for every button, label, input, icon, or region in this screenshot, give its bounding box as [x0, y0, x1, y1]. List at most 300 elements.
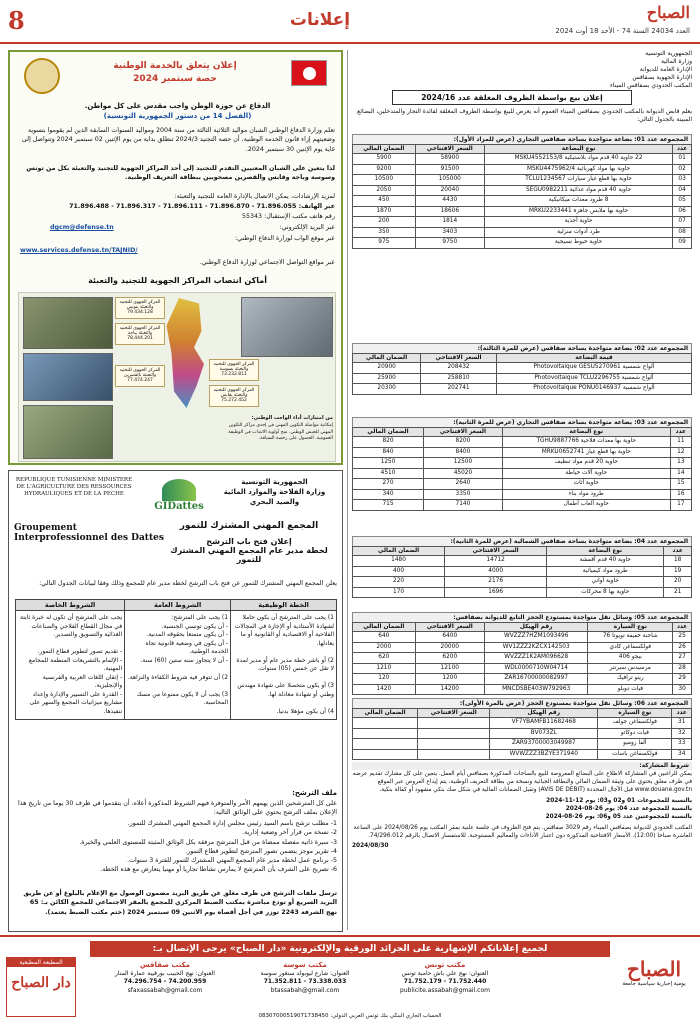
table-cell: ألواح شمسية Photovoltaique TCLU2296755: [496, 373, 691, 384]
table-cell: فيات دوبلو: [588, 684, 673, 695]
table-row: [353, 566, 692, 577]
table-cell: فولكسفاغن كادي: [588, 642, 673, 653]
column-header: السعر الافتتاحي: [415, 145, 484, 154]
table-cell: حاوية 20 قدم مواد تنظيف: [502, 458, 670, 469]
table-header-row: [353, 547, 692, 556]
table-cell: فيات دوكاتو: [598, 728, 672, 739]
table-row: [353, 489, 692, 500]
table-row: [353, 749, 692, 760]
table-cell: شاحنة خفيفة تويوتا 76: [588, 632, 673, 643]
table-cell: 07: [673, 217, 692, 228]
table-row: [353, 587, 692, 598]
table-cell: 02: [673, 164, 692, 175]
gid-intro: يعلن المجمع المهني المشترك للتمور عن فتح باب الترشح لخطة مدير عام للمجمع وذلك وفقا لبيانات الجدول التالي:: [39, 580, 337, 587]
group-5-table: [352, 622, 692, 695]
ad-info-title: لمزيد الإرشادات، يمكن الاتصال بالإدارة العامة للتجنيد والتعبئة:: [174, 193, 335, 200]
table-cell: 6200: [415, 653, 484, 664]
table-row: [353, 384, 692, 395]
advertising-banner: لجميع إعلاناتكم الإشهارية على الجرائد الورقية والإلكترونية «دار الصباح» يرجى الإتصال بـ:: [90, 941, 610, 957]
table-header: الشروط الخاصة: [16, 600, 125, 611]
table-cell: 220: [353, 577, 445, 588]
conditions-body: يمكن للراغبين في المشاركة الاطلاع على البضائع المعروضة للبيع بالساحات المذكورة بصفاقس أيام العمل. يتعين على كل مشارك تقديم عرضه في ظرف مغلق يحتوي على وثيقة الضمان المالي والبطاقة الجبائية ونسخة من بطاقة التعريف الوطنية. يتم إيداع العروض عبر الموقع www.douane.gov.tn قبل الآجال المحددة (AVIS DE DEBIT) وتقبل الضمانات المالية في شكل صك بنكي مشهود أو كفالة بنكية.: [352, 771, 692, 793]
table-cell: حاوية بها ملابس جاهزة MRKU2233441: [484, 206, 672, 217]
tunisia-flag-icon: [291, 60, 327, 86]
table-cell: 12500: [424, 458, 503, 469]
table-cell: 1200: [415, 674, 484, 685]
ad-web-label: عبر موقع الواب لوزارة الدفاع الوطني:: [235, 235, 335, 242]
soldiers-photo: [23, 297, 113, 349]
table-cell: 10500: [353, 175, 416, 186]
column-header: السعر الافتتاحي: [424, 428, 503, 437]
ad-email-label: عبر البريد الإلكتروني:: [279, 224, 335, 231]
table-header: الشروط العامة: [125, 600, 231, 611]
table-cell: 20: [664, 577, 692, 588]
table-cell: [418, 728, 490, 739]
column-header: عدد: [673, 623, 692, 632]
position-requirements: 1) يجب على المترشح أن يكون حاملا لشهادة الأستاذية أو الإجازة في المجالات الفلاحية أو الاقتصادية أو القانونية أو ما يعادلها. 2) أو باشر خطة مدير عام أو مدير لمدة لا تقل عن خمس (05) سنوات. 3) أو يكون متحصلا على شهادة مهندس وطني أو شهادة معادلة لها. 4) أن يكون مؤهلا بدنيا.: [231, 611, 337, 720]
submission-deadline: ترسل ملفات الترشح في ظرف مغلق عن طريق البريد مضمون الوصول مع الإعلام بالبلوغ أو عن طريق البريد السريع أو تودع مباشرة بمكتب الضبط المركزي للمجمع بالمقر الاجتماعي للمجمع الكائن بـ: 65 نهج الشرفة 2243 توزر في أجل أقصاه يوم الاثنين 09 سبتمبر 2024 (ختم مكتب الضبط يعتمد).: [23, 890, 337, 916]
group-name-ar: المجمع المهني المشترك للتمور: [179, 521, 319, 531]
office-name: مكتب صفاقس: [139, 961, 191, 969]
office-name: مكتب تونس: [424, 961, 466, 969]
group-1-label: المجموعة عدد 01: بضاعة متواجدة بساحة صفاقس التجاري (عرض للمزاد الأول):: [352, 134, 692, 145]
table-cell: 12: [670, 447, 691, 458]
table-cell: 25: [673, 632, 692, 643]
table-cell: 33: [672, 739, 692, 750]
republic-label: الجمهورية التونسية: [241, 478, 308, 486]
table-cell: WVZZZ7HZM1093496: [484, 632, 587, 643]
table-cell: 58900: [415, 154, 484, 165]
column-header: الضمان المالي: [353, 623, 416, 632]
closing-text: المكتب الحدودي للديوانة بصفاقس الميناء رقم 3029 صفاقس. يتم فتح الظروف في جلسة علنية بمقر المكتب يوم 2024/08/26 على الساعة العاشرة صباحا (12:00). الأسعار الافتتاحية المذكورة دون اعتبار الأداءات والمعاليم المستوجبة. للاستفسار الاتصال بالرقم 74/296.012.: [353, 825, 692, 839]
table-row: [353, 479, 692, 490]
office-phone: 71.752.440 - 71.752.179: [403, 978, 487, 985]
region-center: المركز الجهوي للتجنيد والتعبئة بالقصرين 77.474.247: [115, 365, 165, 387]
table-cell: 20900: [353, 363, 421, 374]
office-name: مكتب سوسة: [283, 961, 327, 969]
table-row: [353, 653, 692, 664]
region-center: المركز الجهوي للتجنيد والتعبئة بتونس 79.434.128: [115, 297, 165, 319]
map-title: أماكن انتصاب المراكز الجهوية للتجنيد والتعبئة: [88, 276, 267, 285]
header-line: الإدارة العامة للديوانة: [639, 66, 692, 73]
table-cell: 5900: [353, 154, 416, 165]
table-cell: 13: [670, 458, 691, 469]
table-cell: 19: [664, 566, 692, 577]
header-line: الإدارة الجهوية بصفاقس: [632, 74, 692, 81]
table-cell: مرسيدس سبرنتر: [588, 663, 673, 674]
table-cell: 11: [670, 437, 691, 448]
table-cell: طرود مواد كيميائية: [547, 566, 664, 577]
gidattes-logo-text: GIDattes: [154, 501, 204, 512]
ad-email-link[interactable]: dgcm@defense.tn: [50, 224, 114, 231]
table-cell: طرود مواد بناء: [502, 489, 670, 500]
column-header: الضمان المالي: [353, 354, 421, 363]
general-requirements: 1) يجب على المترشح: - أن يكون تونسي الجنسية. - أن يكون متمتعا بحقوقه المدنية. - أن يكون في وضعية قانونية تجاه الخدمة الوطنية. - أن لا يتجاوز سنه ستين (60) سنة. 2) أن تتوفر فيه شروط الكفاءة والنزاهة. 3) يجب أن لا يكون ممنوعا من مسك المحاسبة.: [125, 611, 231, 720]
table-row: [353, 500, 692, 511]
ad-subtitle-session: حصة سبتمبر 2024: [133, 74, 217, 84]
table-cell: 208432: [421, 363, 497, 374]
table-cell: 20000: [415, 642, 484, 653]
list-item: 6- تصريح على الشرف بأن المترشح لا يمارس نشاطا تجاريا أو مهنيا يتعارض مع هذه الخطة.: [100, 866, 337, 874]
group-2-table: [352, 353, 692, 395]
footer-masthead: [614, 957, 694, 987]
table-cell: حاوية ألعاب أطفال: [502, 500, 670, 511]
office-phone: 74.200.959 - 74.296.754: [123, 978, 207, 985]
table-cell: 15: [670, 479, 691, 490]
table-row: [353, 206, 692, 217]
office-email[interactable]: btassabah@gmail.com: [270, 986, 340, 994]
navy-photo: [23, 353, 113, 401]
table-row: [353, 663, 692, 674]
table-cell: 16: [670, 489, 691, 500]
table-row: [353, 175, 692, 186]
office-address: العنوان: نهج الحبيب بورقيبة عمارة المنار: [115, 969, 215, 977]
ministry-label: وزارة الفلاحة والموارد المائية والصيد البحري: [223, 488, 326, 506]
table-cell: 04: [673, 185, 692, 196]
table-cell: 975: [353, 238, 416, 249]
ministry-header-fr: REPUBLIQUE TUNISIENNE MINISTERE DE L'AGRICULTURE DES RESSOURCES HYDRAULIQUES ET DE LA PECHE: [15, 477, 133, 497]
group-6-table: [352, 708, 692, 760]
table-cell: 34: [672, 749, 692, 760]
table-cell: 2176: [445, 577, 547, 588]
table-cell: حاوية بها قطع غيار سيارات TCLU1234567: [484, 175, 672, 186]
list-item: 3- سيرة ذاتية مفصلة ممضاة من قبل المترشح مرفقة بكل الوثائق المثبتة للمستوى العلمي والخبرة.: [79, 838, 337, 846]
page-footer: [0, 935, 700, 1021]
table-cell: 715: [353, 500, 424, 511]
table-cell: 1480: [353, 556, 445, 567]
table-row: [353, 196, 692, 207]
table-cell: 2000: [353, 642, 416, 653]
table-cell: 12100: [415, 663, 484, 674]
table-header: الخطة الوظيفية: [231, 600, 337, 611]
table-cell: 26: [673, 642, 692, 653]
group-2-label: المجموعة عدد 02: بضاعة متواجدة بساحة صفاقس (عرض للمرة الثالثة):: [352, 343, 692, 354]
table-cell: 170: [353, 587, 445, 598]
page-header: [0, 0, 700, 44]
palm-logo-icon: [162, 479, 196, 501]
table-cell: 640: [353, 632, 416, 643]
region-center: المركز الجهوي للتجنيد والتعبئة بباجة 78.444.201: [115, 323, 165, 345]
table-cell: ZAR16700000082997: [484, 674, 587, 685]
table-cell: 14: [670, 468, 691, 479]
deadline-point: بالنسبة للمجموعة عدد 04: يوم 26-08-2024: [565, 806, 692, 812]
table-row: [353, 556, 692, 567]
table-cell: حاوية بها قطع غيار MRKU0652741: [502, 447, 670, 458]
ministry-emblem-icon: [24, 58, 60, 94]
table-cell: 4510: [353, 468, 424, 479]
table-row: [353, 217, 692, 228]
right-column: [352, 50, 692, 932]
table-cell: حاوية بها معدات فلاحية TGHU9887766: [502, 437, 670, 448]
column-header: نوع البضاعة: [484, 145, 672, 154]
table-cell: 620: [353, 653, 416, 664]
table-cell: 29: [673, 674, 692, 685]
column-header: عدد: [673, 145, 692, 154]
table-cell: 8200: [424, 437, 503, 448]
table-cell: 22 حاوية 40 قدم مواد بلاستيكية MSKU4552153/8: [484, 154, 672, 165]
table-cell: 6400: [415, 632, 484, 643]
table-cell: حاوية آلات خياطة: [502, 468, 670, 479]
table-row: [353, 718, 692, 729]
table-cell: حاوية بها 8 محركات: [547, 587, 664, 598]
file-items-list: [17, 819, 337, 875]
table-cell: 1696: [445, 587, 547, 598]
table-cell: 340: [353, 489, 424, 500]
footer-logo: الصباح: [626, 957, 682, 981]
column-header: نوع السيارة: [588, 623, 673, 632]
table-header-row: [353, 709, 692, 718]
customs-header: [542, 50, 692, 90]
table-cell: 4000: [445, 566, 547, 577]
table-cell: 20040: [415, 185, 484, 196]
column-header: رقم الهيكل: [484, 623, 587, 632]
table-cell: 32: [672, 728, 692, 739]
table-cell: 30: [673, 684, 692, 695]
table-cell: 1420: [353, 684, 416, 695]
tender-intro: يعلم قابض الديوانة بالمكتب الحدودي بصفاقس الميناء العموم أنه يعرض للبيع بواسطة الظروف المغلقة لفائدة التجار والمتدخلين، البضائع المبينة بالجدول التالي:: [357, 108, 692, 123]
column-header: رقم الهيكل: [490, 709, 598, 718]
table-cell: 20300: [353, 384, 421, 395]
region-center: المركز الجهوي للتجنيد والتعبئة بسوسة 73.232.811: [209, 359, 259, 381]
header-line: المكتب الحدودي بصفاقس الميناء: [610, 82, 692, 89]
position-title: لخطة مدير عام المجمع المهني المشترك للتمور: [170, 546, 328, 564]
table-cell: 9200: [353, 164, 416, 175]
office-tunis: [380, 961, 510, 995]
table-cell: طرد أدوات منزلية: [484, 227, 672, 238]
deadline-point: بالنسبة للمجموعات 01 و02 و03: يوم 12-11-2024: [546, 798, 692, 804]
table-header-row: [353, 623, 692, 632]
column-header: نوع البضاعة: [502, 428, 670, 437]
table-cell: 2640: [424, 479, 503, 490]
office-phone: 73.338.033 - 71.352.811: [263, 978, 347, 985]
table-cell: [418, 749, 490, 760]
ad-motto: الدفاع عن حوزة الوطن واجب مقدس على كل مواطن.: [84, 102, 271, 110]
table-cell: 105000: [415, 175, 484, 186]
table-cell: 7140: [424, 500, 503, 511]
column-header: الضمان المالي: [353, 145, 416, 154]
table-cell: 840: [353, 447, 424, 458]
office-sousse: [240, 961, 370, 995]
table-row: [353, 739, 692, 750]
table-cell: 45020: [424, 468, 503, 479]
table-cell: 18606: [415, 206, 484, 217]
ad-phones: عبر الهاتف: 71.896.055 - 71.896.870 - 71.896.111 - 71.896.317 - 71.896.488: [69, 203, 335, 210]
table-cell: 01: [673, 154, 692, 165]
table-row: [353, 437, 692, 448]
table-cell: ألواح شمسية Photovoltaique GESU5270961: [496, 363, 691, 374]
column-header: عدد: [670, 428, 691, 437]
header-line: الجمهورية التونسية: [645, 50, 692, 57]
table-cell: 91500: [415, 164, 484, 175]
table-cell: 08: [673, 227, 692, 238]
list-item: 2- نسخة من قرار آخر وضعية إدارية.: [242, 829, 337, 837]
region-center: المركز الجهوي للتجنيد والتعبئة بقابس 75.272.452: [209, 385, 259, 407]
ad-reception-phone: رقم هاتف مكتب الإستقبال: 55343: [242, 213, 335, 220]
table-cell: فولكسفاغن باسات: [598, 749, 672, 760]
file-title: ملف الترشح:: [292, 789, 337, 797]
conditions-title: شروط المشاركة:: [352, 762, 692, 770]
table-cell: 25900: [353, 373, 421, 384]
table-cell: 202741: [421, 384, 497, 395]
table-cell: 09: [673, 238, 692, 249]
table-cell: MNCDSBE403W792963: [484, 684, 587, 695]
logo-mast: دار الصباح: [11, 975, 71, 991]
table-cell: 27: [673, 653, 692, 664]
table-cell: 400: [353, 566, 445, 577]
table-row: [353, 684, 692, 695]
ad-paragraph-1: تعلم وزارة الدفاع الوطني الشبان مواليد الثلاثية الثالثة من سنة 2004 ومواليد السنوات السابقة الذين لم يقوموا بتسوية وضعيتهم إزاء قانون الخدمة الوطنية، أن حصة التجنيد 2024/3 تنطلق بداية من يوم الإثنين 02 سبتمبر 2024 وتتواصل إلى غاية يوم الإثنين 30 سبتمبر 2024.: [21, 127, 335, 153]
table-cell: حاوية أحذية: [484, 217, 672, 228]
issue-line: العدد 24034 السنة 74 - الأحد 18 أوت 2024: [555, 27, 690, 35]
column-divider: [347, 50, 348, 930]
table-cell: 120: [353, 674, 416, 685]
table-row: [353, 154, 692, 165]
table-cell: BV073ZL: [490, 728, 598, 739]
group-6-label: المجموعة عدد 06: وسائل نقل متواجدة بمستودع الحجز (عرض بالمرة الأولى):: [352, 698, 692, 709]
table-cell: WVZZZ1K2AM096628: [484, 653, 587, 664]
table-row: [353, 577, 692, 588]
table-cell: [418, 718, 490, 729]
footer-tagline: يومية إخبارية سياسية جامعة: [622, 981, 686, 987]
gidattes-ad: [8, 470, 343, 932]
table-cell: بيجو 406: [588, 653, 673, 664]
column-header: السعر الافتتاحي: [415, 623, 484, 632]
table-cell: ألفا روميو: [598, 739, 672, 750]
table-row: [353, 447, 692, 458]
table-row: [353, 373, 692, 384]
table-cell: [353, 749, 418, 760]
table-row: [353, 468, 692, 479]
column-header: السعر الافتتاحي: [418, 709, 490, 718]
table-row: [353, 227, 692, 238]
table-cell: 3403: [415, 227, 484, 238]
table-cell: 450: [353, 196, 416, 207]
ministry-header-ar: [212, 477, 337, 507]
left-column: [8, 50, 343, 932]
office-email[interactable]: publicite.assabah@gmail.com: [400, 986, 490, 994]
list-item: 1- مطلب ترشح باسم السيد رئيس مجلس إدارة المجمع المهني المشترك للتمور.: [127, 820, 337, 827]
footer-date: 2024/08/30: [352, 843, 389, 849]
table-cell: [418, 739, 490, 750]
column-header: نوع السيارة: [598, 709, 672, 718]
ad-constitution-ref: (الفصل 14 من دستور الجمهورية التونسية): [103, 112, 252, 120]
table-cell: 820: [353, 437, 424, 448]
table-row: [353, 632, 692, 643]
table-cell: 3350: [424, 489, 503, 500]
table-cell: 9750: [415, 238, 484, 249]
table-cell: حاوية أواني: [547, 577, 664, 588]
table-header-row: [353, 428, 692, 437]
column-header: الضمان المالي: [353, 709, 418, 718]
section-title: إعلانات: [289, 10, 351, 30]
table-cell: 4430: [415, 196, 484, 207]
column-header: نوع البضاعة: [547, 547, 664, 556]
table-cell: WDL0000710W04714: [484, 663, 587, 674]
table-cell: 8400: [424, 447, 503, 458]
training-photo: [241, 297, 333, 357]
table-cell: WVWZZZ3BZYE371940: [490, 749, 598, 760]
group-1-table: [352, 144, 692, 249]
bank-account: الحساب الجاري البنكي بنك تونس العربي الدولي: 08307000519071738450: [258, 1013, 442, 1019]
table-header-row: [353, 145, 692, 154]
table-row: [353, 642, 692, 653]
table-cell: 28: [673, 663, 692, 674]
ad-paragraph-2: لذا يتعين على الشبان المعنيين التقدم للتجنيد إلى أحد المراكز الجهوية للتجنيد والتعبئة بكل من تونس وسوسة وباجة وقابس والقصرين مصحوبين ببطاقة التعريف الوطنية.: [26, 165, 335, 182]
ad-social-note: عبر مواقع التواصل الاجتماعي لوزارة الدفاع الوطني.: [199, 259, 335, 266]
table-cell: 03: [673, 175, 692, 186]
table-cell: رينو ترافيك: [588, 674, 673, 685]
group-5-label: المجموعة عدد 05: وسائل نقل متواجدة بمستودع الحجز التابع للديوانة بصفاقس:: [352, 612, 692, 623]
table-cell: حاوية خيوط نسيجية: [484, 238, 672, 249]
gidattes-logo: [149, 479, 209, 513]
column-header: السعر الافتتاحي: [421, 354, 497, 363]
table-cell: 2050: [353, 185, 416, 196]
table-row: [353, 164, 692, 175]
special-requirements: يجب على المترشح أن تكون له خبرة ثابتة في مجال القطاع الفلاحي والصناعات الغذائية والتسويق والتصدير. - تقديم تصور لتطوير قطاع التمور. - الإلمام بالتشريعات المنظمة للمجامع المهنية. - إتقان اللغات العربية والفرنسية والإنجليزية. - القدرة على التسيير والإدارة وإعداد مشاريع ميزانيات المجمع والسهر على تنفيذها.: [16, 611, 125, 720]
table-cell: 1814: [415, 217, 484, 228]
table-cell: 31: [672, 718, 692, 729]
office-sfax: [100, 961, 230, 995]
requirements-table: [15, 599, 337, 720]
table-header-row: [353, 354, 692, 363]
table-cell: 05: [673, 196, 692, 207]
office-address: العنوان: شارع ليوبولد سنغور سوسة: [260, 969, 350, 977]
ad-web-link[interactable]: www.services.defense.tn/TAJNID/: [20, 247, 138, 254]
logo-top-label: المطبعة المطبعية: [7, 958, 75, 967]
table-cell: 8 طرود معدات ميكانيكية: [484, 196, 672, 207]
table-cell: [353, 728, 418, 739]
table-row: [353, 363, 692, 374]
table-cell: WV1ZZZ2KZCX142503: [484, 642, 587, 653]
table-row: [353, 238, 692, 249]
table-cell: 1210: [353, 663, 416, 674]
call-title: إعلان فتح باب الترشح: [206, 537, 292, 546]
table-cell: فولكسفاغن جولف: [598, 718, 672, 729]
table-row: [353, 728, 692, 739]
group-4-label: المجموعة عدد 04: بضاعة متواجدة بساحة صفاقس الشمالية (عرض للمرة الثانية):: [352, 536, 692, 547]
table-cell: 270: [353, 479, 424, 490]
table-row: [353, 185, 692, 196]
benefits-title: من امتيازات أداء الواجب الوطني:: [251, 415, 333, 421]
office-email[interactable]: sfaxassabah@gmail.com: [127, 986, 203, 994]
table-cell: ZAR93700003049987: [490, 739, 598, 750]
table-cell: 18: [664, 556, 692, 567]
office-address: العنوان: نهج علي باش حامبة تونس: [401, 969, 489, 977]
list-item: 4- تقرير موجز يتضمن تصور المترشح لتطوير قطاع التمور.: [185, 847, 337, 855]
dar-assabah-logo: [6, 957, 76, 1017]
table-cell: [353, 718, 418, 729]
table-row: [353, 458, 692, 469]
tender-title: إعلان بيع بواسطة الظروف المغلقة عدد 2024/16: [392, 90, 632, 105]
column-header: الضمان المالي: [353, 428, 424, 437]
table-cell: 21: [664, 587, 692, 598]
deadline-point: بالنسبة للمجموعتين عدد 05 و06: يوم 26-08-2024: [545, 814, 692, 820]
table-cell: ألواح شمسية Photovoltaique PONU0146937: [496, 384, 691, 395]
column-header: عدد: [664, 547, 692, 556]
table-row: [353, 674, 692, 685]
benefits-text: إمكانية مواصلة التكوين المهني في إحدى مراكز التكوين المهني للجيش الوطني. منح أولوية الانتداب في الوظيفة العمومية. الحصول على رخصة السياقة.: [228, 423, 333, 441]
column-header: السعر الافتتاحي: [445, 547, 547, 556]
table-cell: 1870: [353, 206, 416, 217]
table-cell: 06: [673, 206, 692, 217]
table-cell: حاوية أثاث: [502, 479, 670, 490]
national-service-ad: [8, 50, 343, 465]
column-header: عدد: [672, 709, 692, 718]
helicopter-photo: [23, 405, 113, 459]
group-4-table: [352, 546, 692, 598]
ad-heading: [70, 60, 280, 86]
table-cell: حاوية بها مواد كهربائية MSKU4475962/4: [484, 164, 672, 175]
